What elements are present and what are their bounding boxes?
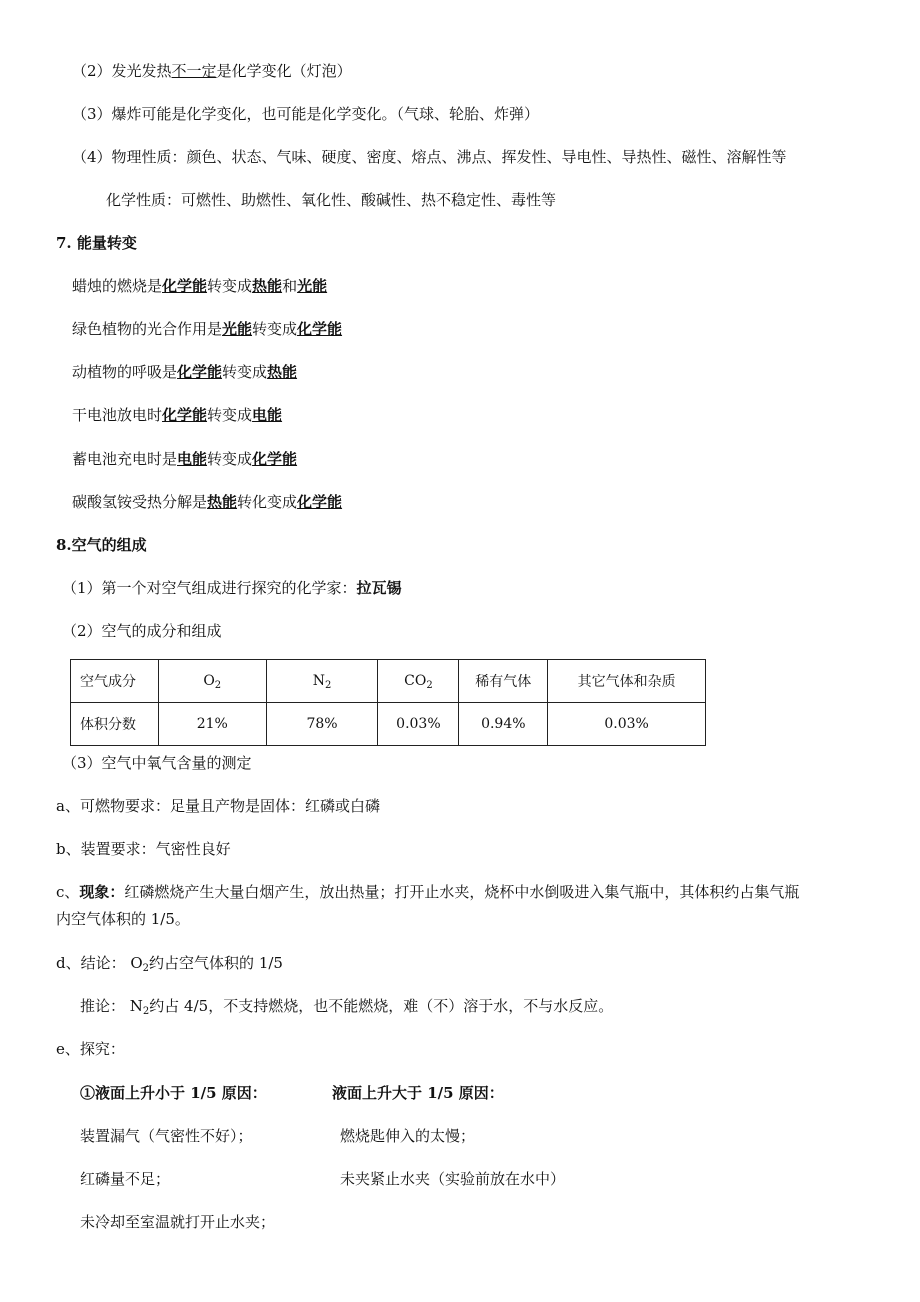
table-cell: $O_2$ xyxy=(158,660,266,703)
energy-item: 碳酸氢铵受热分解是热能转化变成化学能 xyxy=(72,493,343,511)
table-cell: 0.94% xyxy=(459,703,548,746)
s6-line-3: （3）爆炸可能是化学变化，也可能是化学变化。（气球、轮胎、炸弹） xyxy=(72,105,540,123)
table-cell: 其它气体和杂质 xyxy=(548,660,706,703)
list-item: 燃烧匙伸入的太慢； xyxy=(340,1127,476,1145)
s8-line-2: （2）空气的成分和组成 xyxy=(62,622,222,640)
table-cell: 稀有气体 xyxy=(459,660,548,703)
s8-line-3: （3）空气中氧气含量的测定 xyxy=(62,754,252,772)
table-header-row xyxy=(71,660,706,703)
s8-item-e: e、探究： xyxy=(56,1040,125,1058)
table-cell: 体积分数 xyxy=(71,703,159,746)
section-7-heading: 7. 能量转变 xyxy=(56,234,137,252)
table-cell: 21% xyxy=(158,703,266,746)
table-cell: 78% xyxy=(266,703,378,746)
right-column-heading: 液面上升大于 1/5 原因： xyxy=(332,1084,504,1102)
table-row xyxy=(71,703,706,746)
table-cell: 空气成分 xyxy=(71,660,159,703)
energy-item: 蓄电池充电时是电能转变成化学能 xyxy=(72,450,298,468)
section-8-heading: 8.空气的组成 xyxy=(56,536,147,554)
s8-item-c-cont: 内空气体积的 1/5。 xyxy=(56,910,190,928)
s6-line-2: （2）发光发热不一定是化学变化（灯泡） xyxy=(72,62,352,80)
chemist-name: 拉瓦锡 xyxy=(356,579,402,597)
table-cell: 0.03% xyxy=(378,703,459,746)
s8-item-d: d、结论： $O_2$约占空气体积的 1/5 xyxy=(56,954,283,974)
energy-item: 蜡烛的燃烧是化学能转变成热能和光能 xyxy=(72,277,328,295)
table-cell: $CO_2$ xyxy=(378,660,459,703)
s6-line-4: （4）物理性质：颜色、状态、气味、硬度、密度、熔点、沸点、挥发性、导电性、导热性、磁性、溶解性等 xyxy=(72,148,787,166)
air-composition-table xyxy=(70,659,706,746)
list-item: 未夹紧止水夹（实验前放在水中） xyxy=(340,1170,566,1188)
left-column-heading: ①液面上升小于 1/5 原因： xyxy=(80,1084,267,1102)
table-cell: $N_2$ xyxy=(266,660,378,703)
s8-line-1: （1）第一个对空气组成进行探究的化学家：拉瓦锡 xyxy=(62,579,402,597)
energy-item: 干电池放电时化学能转变成电能 xyxy=(72,406,283,424)
s8-item-a: a、可燃物要求：足量且产物是固体：红磷或白磷 xyxy=(56,797,380,815)
table-cell: 0.03% xyxy=(548,703,706,746)
s8-item-b: b、装置要求：气密性良好 xyxy=(56,840,231,858)
underlined-phrase: 不一定 xyxy=(171,62,217,80)
s8-inference: 推论： $N_2$约占 4/5，不支持燃烧，也不能燃烧，难（不）溶于水，不与水反应。 xyxy=(80,997,614,1017)
energy-item: 绿色植物的光合作用是光能转变成化学能 xyxy=(72,320,343,338)
list-item: 未冷却至室温就打开止水夹； xyxy=(80,1213,276,1231)
energy-item: 动植物的呼吸是化学能转变成热能 xyxy=(72,363,298,381)
list-item: 装置漏气（气密性不好）； xyxy=(80,1127,253,1145)
list-item: 红磷量不足； xyxy=(80,1170,171,1188)
s8-item-c: c、现象：红磷燃烧产生大量白烟产生，放出热量；打开止水夹，烧杯中水倒吸进入集气瓶中，其体积约占集气瓶 xyxy=(56,883,800,901)
s6-line-5: 化学性质：可燃性、助燃性、氧化性、酸碱性、热不稳定性、毒性等 xyxy=(106,191,557,209)
